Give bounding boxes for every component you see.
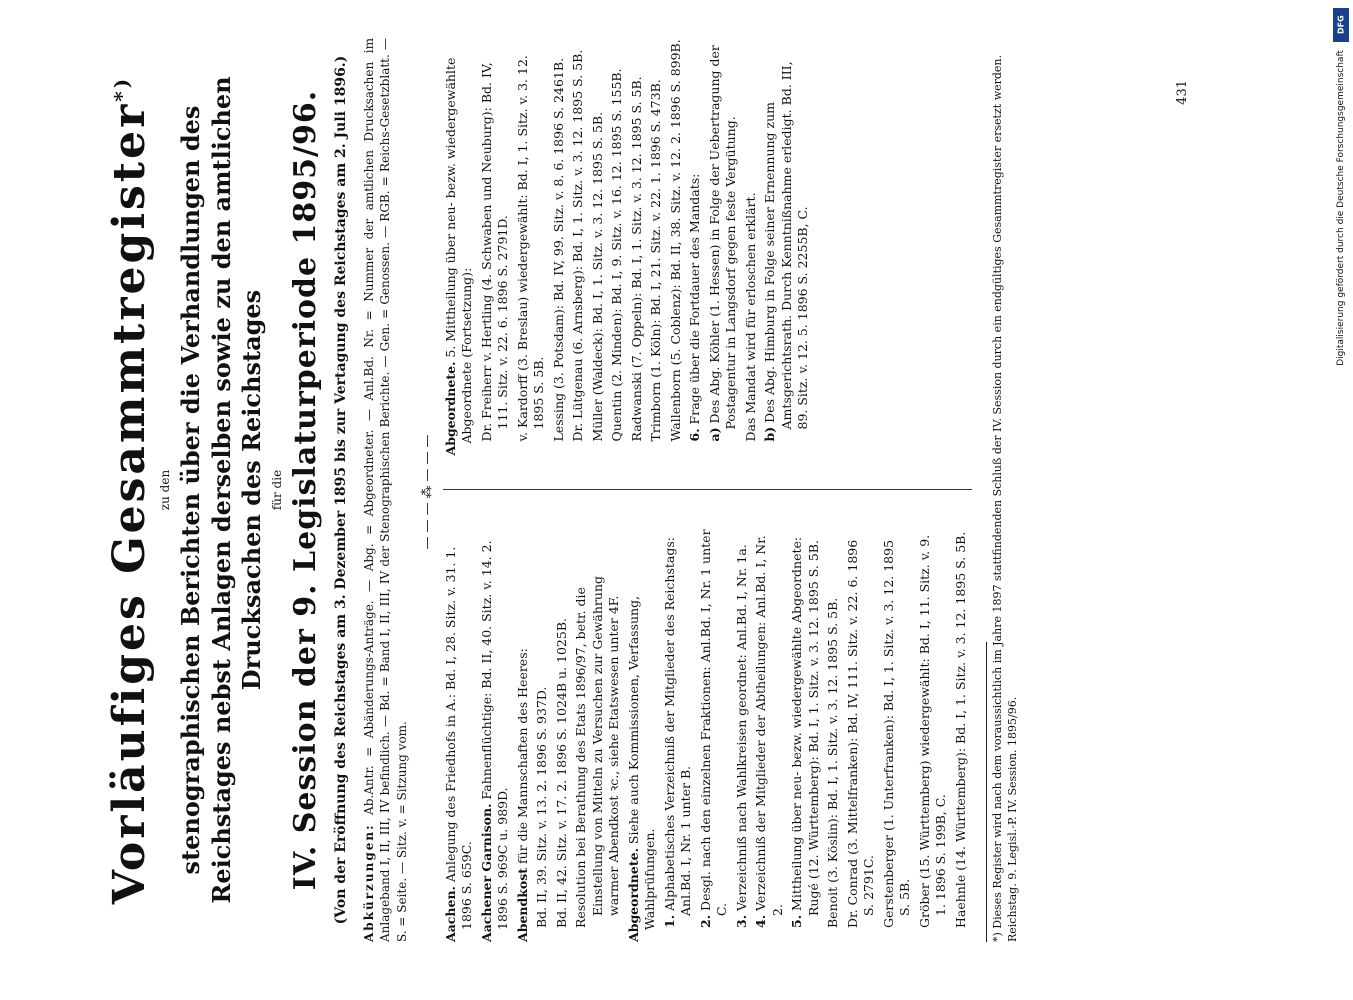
index-entry-head: a) <box>706 427 722 442</box>
title-main-text: Vorläufiges Gesammtregister <box>104 101 155 905</box>
index-entry <box>825 525 842 943</box>
left-column <box>443 525 973 943</box>
index-entry-text: Des Abg. Köhler (1. Hessen) in Folge der Uebertragung der Postagentur in Langsdorf gegen feste Vergütung. <box>706 45 739 430</box>
index-entry <box>734 525 751 943</box>
index-entry-text: Das Mandat wird für erloschen erklärt. <box>742 192 758 442</box>
footnote-rule <box>986 642 987 942</box>
index-entry <box>515 525 532 943</box>
index-entry-head: Abgeordnete. <box>625 848 641 942</box>
index-entry-text: Quentin (2. Minden): Bd. I, 9. Sitz. v. 16. 12. 1895 S. 155B. <box>609 68 625 442</box>
index-entry-text: Verzeichniß der Mitglieder der Abtheilungen: Anl.Bd. I, Nr. 2. <box>753 535 785 916</box>
index-entry-text: Bd. II, 42. Sitz. v. 17. 2. 1896 S. 1024B u. 1025B. <box>553 618 569 928</box>
index-entry <box>698 525 731 943</box>
index-entry-text: Dr. Conrad (3. Mittelfranken): Bd. IV, 111. Sitz. v. 22. 6. 1896 S. 2791C. <box>844 539 877 928</box>
index-entry <box>554 525 571 943</box>
index-entry <box>609 38 626 456</box>
dfg-credit-text: Digitalisierung gefördert durch die Deutsche Forschungsgemeinschaft <box>1336 50 1346 366</box>
session-heading: IV. Session der 9. Legislaturperiode 1895/96. <box>288 89 324 891</box>
index-entry-head: Abgeordnete. <box>442 361 458 456</box>
index-entry-head: Abendkost <box>514 867 530 942</box>
index-entry-text: Bd. II, 39. Sitz. v. 13. 2. 1896 S. 937D. <box>534 686 550 928</box>
index-entry-text: Frage über die Fortdauer des Mandats: <box>687 173 703 425</box>
index-entry <box>687 38 704 456</box>
index-entry <box>789 525 822 943</box>
index-entry-text: Anlegung des Friedhofs in A.: Bd. I, 28. Sitz. v. 31. 1. 1896 S. 659C. <box>442 546 475 930</box>
index-entry-text: Desgl. nach den einzelnen Fraktionen: Anl.Bd. I, Nr. 1 unter C. <box>697 529 730 916</box>
index-entry <box>753 525 786 943</box>
index-entry <box>534 525 551 943</box>
rotated-document-page <box>20 20 1310 960</box>
title-zu-den: zu den <box>158 469 172 511</box>
column-divider <box>443 490 973 491</box>
index-entry-text: Lessing (3. Potsdam): Bd. IV, 99. Sitz. v. 8. 6. 1896 S. 2461B. <box>550 57 566 442</box>
index-entry-text: Alphabetisches Verzeichniß der Mitglieder des Reichstags: Anl.Bd. I, Nr. 1 unter B. <box>661 537 694 916</box>
index-entry-text: Haehnle (14. Württemberg): Bd. I, 1. Sitz. v. 3. 12. 1895 S. 5B. <box>952 531 968 928</box>
dfg-logo-icon: DFG <box>1333 8 1349 42</box>
index-entry-text: v. Kardorff (3. Breslau) wiedergewählt: Bd. I, 1. Sitz. v. 3. 12. 1895 S. 5B. <box>514 55 547 442</box>
index-entry-text: Resolution bei Berathung des Etats 1896/97, betr. die Einstellung von Mitteln zu Versuchen zur Gewährung warmer Abendkost ꝛc., siehe Etatswesen unter 4F. <box>573 575 622 928</box>
session-period: (Von der Eröffnung des Reichstages am 3. Dezember 1895 bis zur Vertagung des Reichstages am 2. Juli 1896.) <box>333 55 350 925</box>
abbreviations-block <box>361 38 410 942</box>
index-entry-text: für die Mannschaften des Heeres: <box>514 648 530 864</box>
index-entry <box>629 38 646 456</box>
index-entry <box>479 38 512 456</box>
index-entry-text: Dr. Freiherr v. Hertling (4. Schwaben und Neuburg): Bd. IV, 111. Sitz. v. 22. 6. 1896 S. 2791D. <box>478 62 511 442</box>
index-entry <box>443 525 476 943</box>
index-entry <box>515 38 548 456</box>
index-entry-head: b) <box>762 426 778 442</box>
index-entry-head: 2. <box>697 914 713 928</box>
right-column <box>443 38 973 456</box>
index-entry-head: Aachen. <box>442 886 458 942</box>
index-entry <box>443 38 476 456</box>
index-entry <box>707 38 740 456</box>
index-entry <box>917 525 950 943</box>
index-entry-text: Des Abg. Himburg in Folge seiner Ernennung zum Amtsgerichtsrath. Durch Kenntnißnahme erledigt. Bd. III, 89. Sitz. v. 12. 5. 1896 S. 2255B, C. <box>762 61 811 430</box>
index-entry-head: 5. <box>789 914 805 928</box>
index-entry-head: 4. <box>753 914 769 928</box>
index-columns <box>443 38 973 942</box>
index-entry-head: 1. <box>661 914 677 928</box>
index-entry <box>573 525 623 943</box>
index-entry <box>648 38 665 456</box>
index-entry <box>551 38 568 456</box>
index-entry-text: Gerstenberger (1. Unterfranken): Bd. I, 1. Sitz. v. 3. 12. 1895 S. 5B. <box>880 539 913 928</box>
index-entry <box>743 38 760 456</box>
ornament-divider: ———⁂——— <box>419 430 435 550</box>
title-fuer-die: für die <box>270 469 285 511</box>
index-entry-text: Mittheilung über neu- bezw. wiedergewählte Abgeordnete: Rugé (12. Württemberg): Bd. I, 1. Sitz. v. 3. 12. 1895 S. 5B. <box>789 536 821 916</box>
index-entry-text: Siehe auch Kommissionen, Verfassung, Wahlprüfungen. <box>625 595 658 930</box>
index-entry-text: 5. Mittheilung über neu- bezw. wiedergewählte Abgeordnete (Fortsetzung): <box>442 57 475 444</box>
index-entry-text: Gröber (15. Württemberg) wiedergewählt: Bd. I, 11. Sitz. v. 9. 1. 1896 S. 199B, C. <box>916 534 949 928</box>
index-entry <box>626 525 659 943</box>
abbreviations-label: Abkürzungen: <box>362 823 377 942</box>
index-entry <box>590 38 607 456</box>
index-entry-text: Dr. Lütgenau (6. Arnsberg): Bd. I, 1. Sitz. v. 3. 12. 1895 S. 5B. <box>570 49 586 442</box>
index-entry <box>845 525 878 943</box>
index-entry-text: Trimborn (1. Köln): Bd. I, 21. Sitz. v. 22. 1. 1896 S. 473B. <box>648 79 664 442</box>
index-entry <box>881 525 914 943</box>
index-entry <box>953 525 970 943</box>
index-entry <box>668 38 685 456</box>
register-subtitle: stenographischen Berichten über die Verhandlungen des Reichstages nebst Anlagen derselben sowie zu den amtlichen Drucksachen des Reichstages <box>176 76 267 904</box>
index-entry-text: Benoit (3. Köslin): Bd. I, 1. Sitz. v. 3. 12. 1895 S. 5B. <box>825 597 841 928</box>
index-entry-text: Fahnenflüchtige: Bd. II, 40. Sitz. v. 14. 2. 1896 S. 969C u. 989D. <box>478 540 511 930</box>
index-entry-head: 3. <box>733 914 749 928</box>
index-entry-head: 6. <box>687 428 703 442</box>
footnote-text: *) Dieses Register wird nach dem voraussichtlich im Jahre 1897 stattfindenden Schluß der IV. Session durch ein endgültiges Gesammtregister ersetzt werden. <box>991 54 1005 942</box>
title-footnote-mark: *) <box>109 75 134 102</box>
register-title <box>104 20 155 960</box>
page-number: 431 <box>1175 80 1190 105</box>
index-entry <box>762 38 812 456</box>
index-entry-text: Verzeichniß nach Wahlkreisen geordnet: Anl.Bd. I, Nr. 1a. <box>733 544 749 911</box>
index-entry <box>570 38 587 456</box>
footer-reference: Reichstag. 9. Legisl.-P. IV. Session. 1895/96. <box>1005 696 1019 942</box>
index-entry-text: Radwanski (7. Oppeln): Bd. I, 1. Sitz. v. 3. 12. 1895 S. 5B. <box>628 76 644 442</box>
index-entry-head: Aachener Garnison. <box>478 803 494 942</box>
index-entry <box>479 525 512 943</box>
abbreviations-text: Ab.Antr. = Abänderungs-Anträge. — Abg. = Abgeordneter. — Anl.Bd. Nr. = Nummer der amtlichen Drucksachen im Anlageband I, II, III, IV befindlich. — Bd. = Band I, II, III, IV der Stenographischen Berichte. — Gen. = Genossen. — RGB. = Reichs-Gesetzblatt. — S. = Seite. — Sitz. v. = Sitzung vom. <box>362 38 409 942</box>
index-entry-text: Müller (Waldeck): Bd. I, 1. Sitz. v. 3. 12. 1895 S. 5B. <box>589 111 605 442</box>
dfg-credit-strip <box>1333 8 1349 992</box>
index-entry <box>662 525 695 943</box>
index-entry-text: Wallenborn (5. Coblenz): Bd. II, 38. Sitz. v. 12. 2. 1896 S. 899B. <box>667 39 683 442</box>
